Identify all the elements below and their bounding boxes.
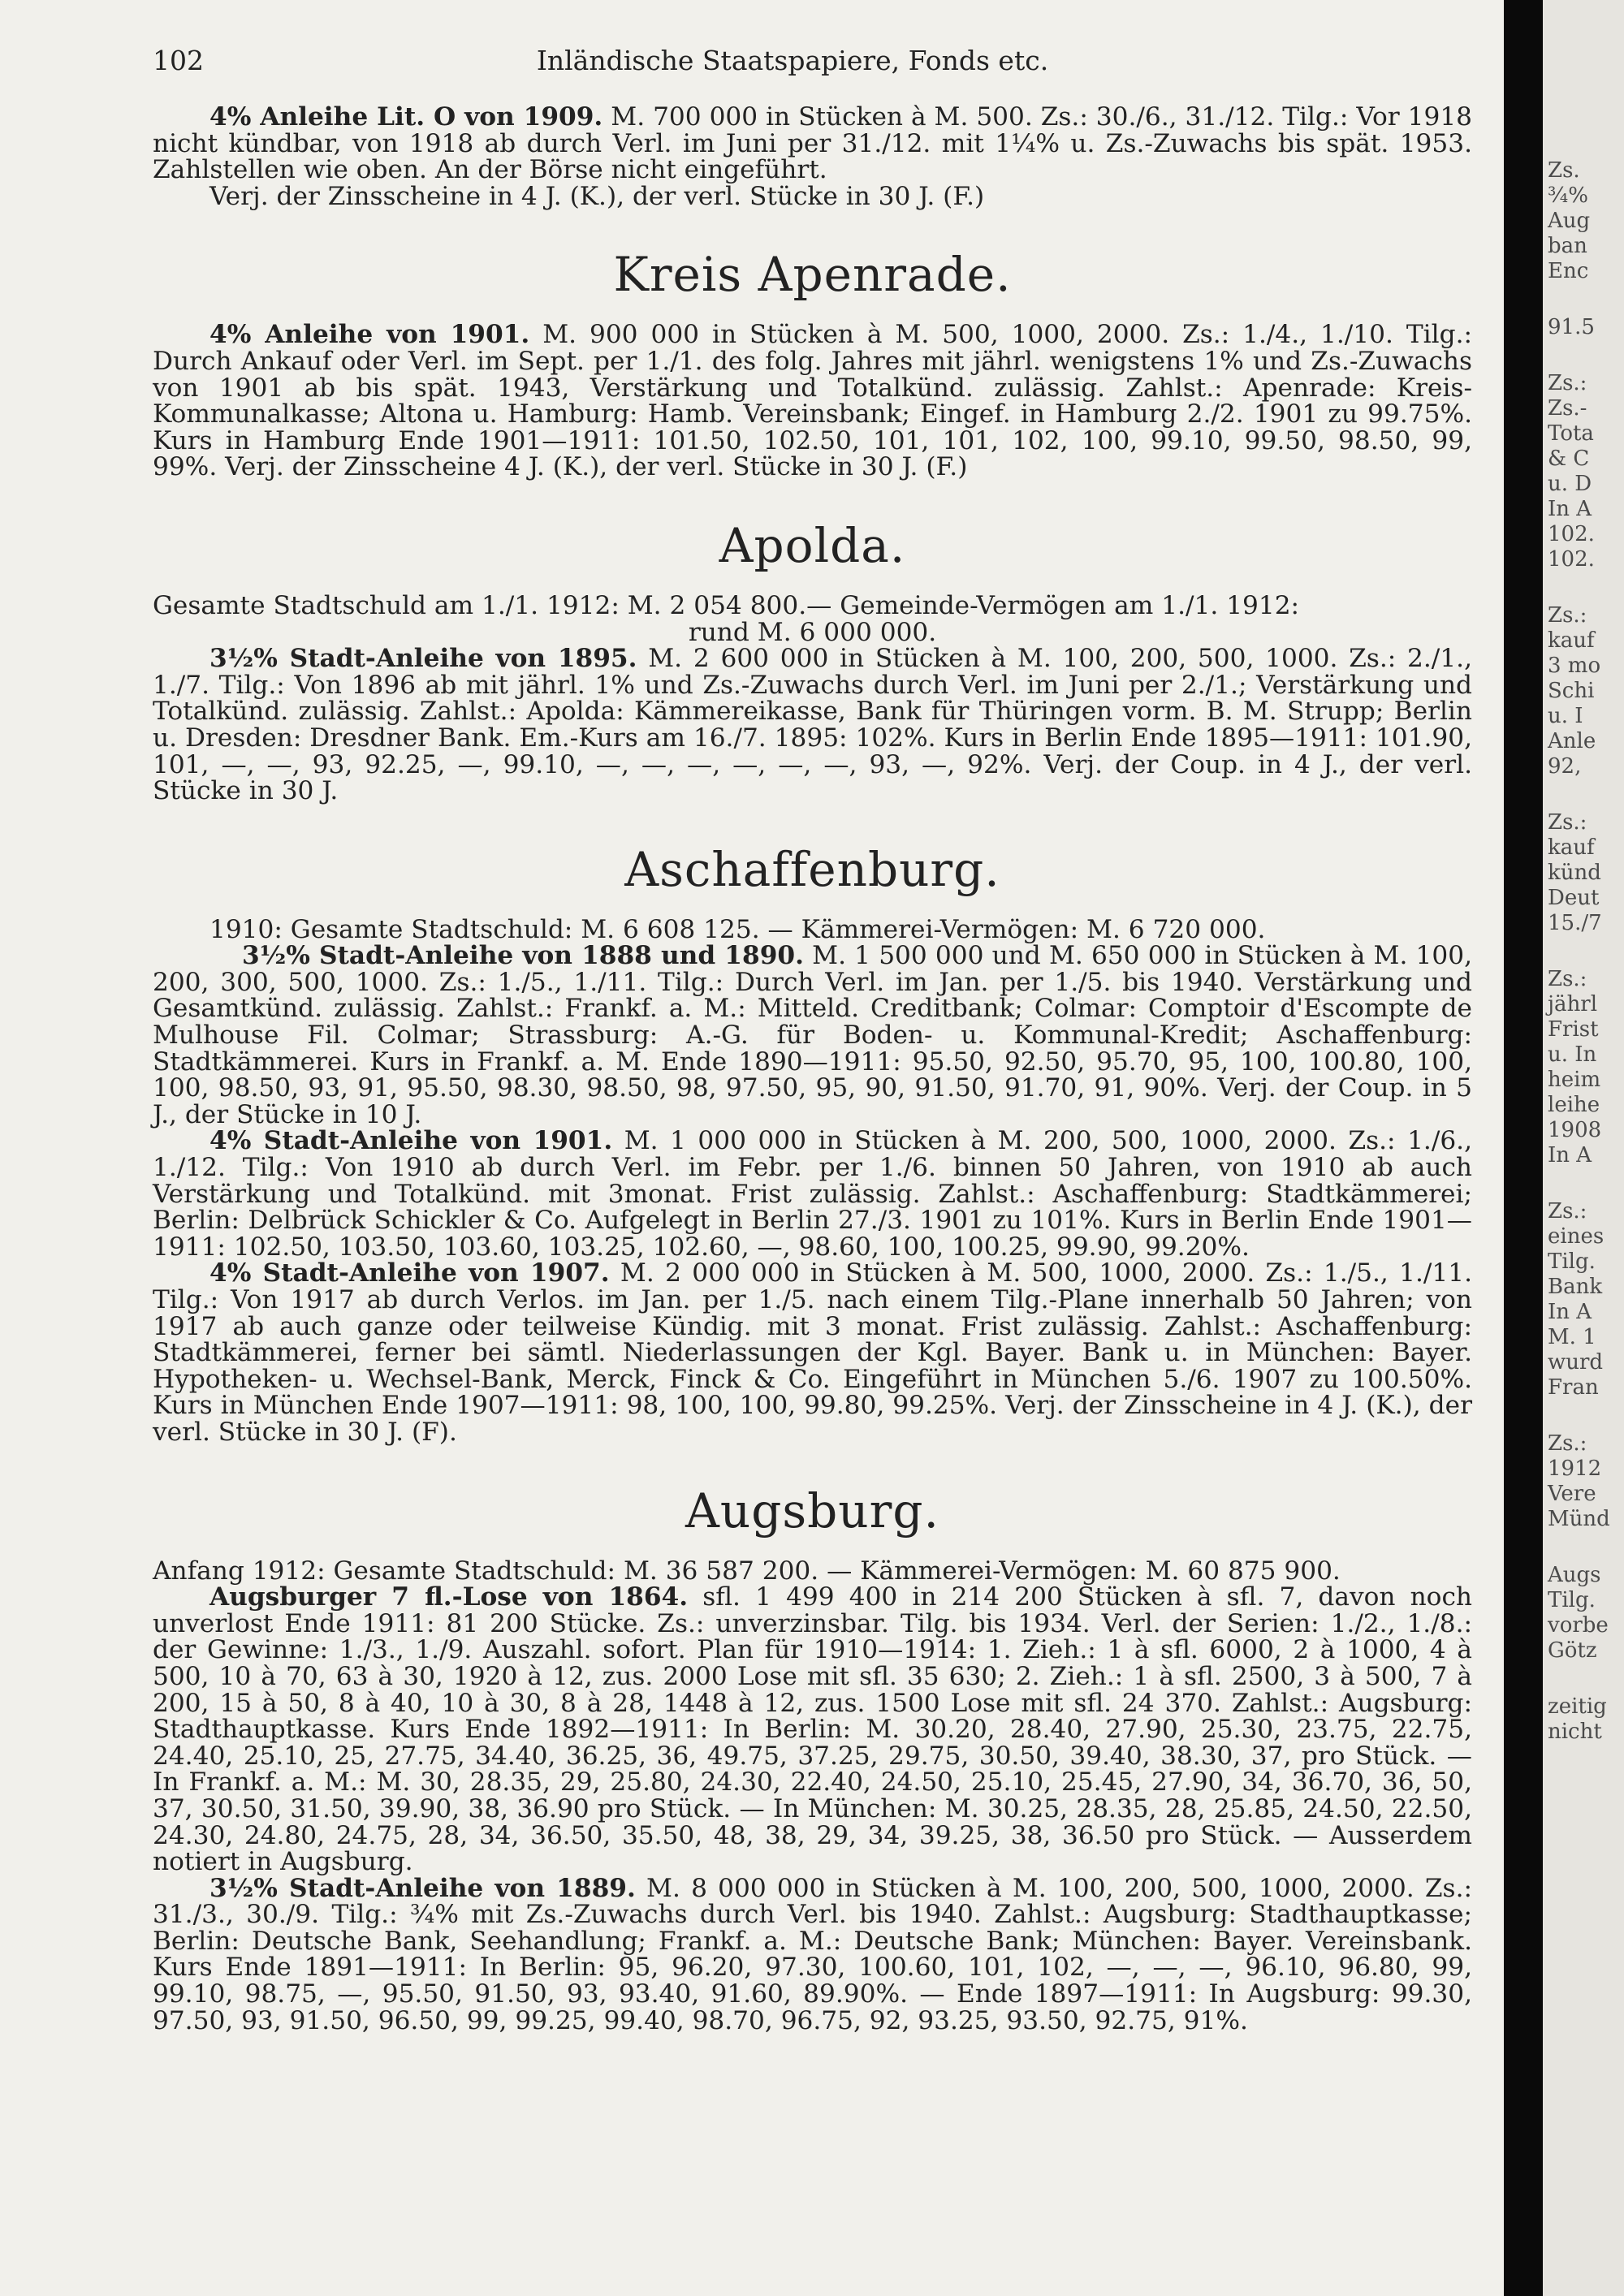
- edge-fragment: zeitig: [1548, 1694, 1607, 1719]
- running-title: Inländische Staatspapiere, Fonds etc.: [536, 45, 1049, 76]
- entry-text: M. 2 600 000 in Stücken à M. 100, 200, 500, 1000. Zs.: 2./1., 1./7. Tilg.: Von 1896 ab mit jährl. 1% und Zs.-Zuwachs durch Verl. im Juni per 2./1.; Verstärkung und Totalkünd. zulässig. Zahlst.: Apolda: Kämmereikasse, Bank für Thüringen vorm. B. M. Strupp; Berlin u. Dresden: Dresdner Bank. Em.-Kurs am 16./7. 1895: 102%. Kurs in Berlin Ende 1895—1911: 101.90, 101, —, —, 93, 92.25, —, 99.10, —, —, —, —, —, —, 93, —, 92%. Verj. der Coup. in 4 J., der verl. Stücke in 30 J.: [153, 644, 1472, 806]
- edge-fragment: Zs.: [1548, 158, 1580, 183]
- entry-text: M. 900 000 in Stücken à M. 500, 1000, 2000. Zs.: 1./4., 1./10. Tilg.: Durch Ankauf oder Verl. im Sept. per 1./1. des folg. Jahres mit jährl. wenigstens 1% und Zs.-Zuwachs von 1901 ab bis spät. 1943, Verstärkung und Totalkünd. zulässig. Zahlst.: Apenrade: Kreis-Kommunalkasse; Altona u. Hamburg: Hamb. Vereinsbank; Eingef. in Hamburg 2./2. 1901 zu 99.75%. Kurs in Hamburg Ende 1901—1911: 101.50, 102.50, 101, 101, 102, 100, 99.10, 99.50, 98.50, 99, 99%. Verj. der Zinsscheine 4 J. (K.), der verl. Stücke in 30 J. (F.): [153, 320, 1472, 482]
- edge-fragment: & C: [1548, 447, 1590, 471]
- edge-fragment: In A: [1548, 1300, 1592, 1324]
- section-title: Apolda.: [719, 517, 906, 573]
- edge-fragment: kauf: [1548, 835, 1595, 860]
- entry-heading: 4% Stadt-Anleihe von 1901.: [209, 1126, 613, 1156]
- edge-fragment: eines: [1548, 1224, 1605, 1249]
- edge-fragment: 3 mo: [1548, 654, 1601, 678]
- entry-heading: 4% Anleihe von 1901.: [209, 320, 530, 350]
- adjacent-page-edge: [1543, 0, 1624, 2296]
- edge-fragment: ¾%: [1548, 183, 1588, 208]
- entry-paragraph: [153, 914, 1472, 944]
- page-number: 102: [153, 45, 204, 76]
- entry-heading: 3½% Stadt-Anleihe von 1895.: [209, 644, 637, 674]
- edge-fragment: Augs: [1548, 1563, 1601, 1587]
- entry-text: Verj. der Zinsscheine in 4 J. (K.), der verl. Stücke in 30 J. (F.): [209, 181, 985, 211]
- edge-fragment: Enc: [1548, 259, 1589, 283]
- section-title: Augsburg.: [685, 1482, 939, 1539]
- edge-fragment: Tota: [1548, 421, 1594, 446]
- edge-fragment: Tilg.: [1548, 1249, 1596, 1274]
- entry-paragraph: [153, 590, 1472, 620]
- entry-paragraph: [153, 322, 1472, 481]
- edge-fragment: Tilg.: [1548, 1588, 1596, 1612]
- edge-fragment: Münd: [1548, 1507, 1610, 1531]
- book-gutter: [1504, 0, 1543, 2296]
- edge-fragment: 1912: [1548, 1457, 1602, 1481]
- entry-paragraph: [153, 1584, 1472, 1875]
- edge-fragment: Zs.:: [1548, 810, 1587, 835]
- edge-fragment: Zs.:: [1548, 967, 1587, 991]
- entry-paragraph: [153, 1128, 1472, 1260]
- edge-fragment: ban: [1548, 234, 1587, 258]
- entry-heading: Augsburger 7 fl.-Lose von 1864.: [209, 1582, 689, 1612]
- centered-line: rund M. 6 000 000.: [688, 617, 937, 647]
- edge-fragment: Zs.:: [1548, 1431, 1587, 1456]
- edge-fragment: Aug: [1548, 209, 1591, 233]
- page-header: [153, 45, 1432, 77]
- entry-paragraph: [153, 645, 1472, 805]
- edge-fragment: In A: [1548, 1143, 1592, 1167]
- entry-heading: 3½% Stadt-Anleihe von 1889.: [209, 1873, 636, 1903]
- edge-fragment: 1908: [1548, 1118, 1602, 1142]
- edge-fragment: 91.5: [1548, 315, 1595, 339]
- section-title: Aschaffenburg.: [624, 841, 1000, 897]
- entry-text: sfl. 1 499 400 in 214 200 Stücken à sfl. 7, davon noch unverlost Ende 1911: 81 200 Stücke. Zs.: unverzinsbar. Tilg. bis 1934. Verl. der Serien: 1./2., 1./8.: der Gewinne: 1./3., 1./9. Auszahl. sofort. Plan für 1910—1914: 1. Zieh.: 1 à sfl. 6000, 2 à 1000, 4 à 500, 10 à 70, 63 à 30, 1920 à 12, zus. 2000 Lose mit sfl. 35 630; 2. Zieh.: 1 à sfl. 2500, 3 à 500, 7 à 200, 15 à 50, 8 à 40, 10 à 30, 8 à 28, 1448 à 12, zus. 1500 Lose mit sfl. 24 370. Zahlst.: Augsburg: Stadthauptkasse. Kurs Ende 1892—1911: In Berlin: M. 30.20, 28.40, 27.90, 25.30, 23.75, 22.75, 24.40, 25.10, 25, 27.75, 34.40, 36.25, 36, 49.75, 37.25, 29.75, 30.50, 39.40, 38.30, 37, pro Stück. — In Frankf. a. M.: M. 30, 28.35, 29, 25.80, 24.30, 22.40, 24.50, 25.10, 25.45, 27.90, 34, 36.70, 36, 50, 37, 30.50, 31.50, 39.90, 38, 36.90 pro Stück. — In München: M. 30.25, 28.35, 28, 25.85, 24.50, 22.50, 24.30, 24.80, 24.75, 28, 34, 36.50, 35.50, 48, 38, 29, 34, 39.25, 38, 36.50 pro Stück. — Ausserdem notiert in Augsburg.: [153, 1582, 1472, 1877]
- edge-fragment: u. I: [1548, 704, 1583, 728]
- edge-fragment: 102.: [1548, 547, 1595, 572]
- edge-fragment: In A: [1548, 497, 1592, 521]
- section-title: Kreis Apenrade.: [613, 247, 1012, 303]
- entry-text: M. 700 000 in Stücken à M. 500. Zs.: 30./6., 31./12. Tilg.: Vor 1918 nicht kündbar, von 1918 ab durch Verl. im Juni per 31./12. mit 1¼% u. Zs.-Zuwachs bis spät. 1953. Zahlstellen wie oben. An der Börse nicht eingeführt.: [153, 102, 1473, 185]
- entry-text: M. 1 500 000 und M. 650 000 in Stücken à M. 100, 200, 300, 500, 1000. Zs.: 1./5., 1./11. Tilg.: Durch Verl. im Jan. per 1./5. bis 1940. Verstärkung und Gesamtkünd. zulässig. Zahlst.: Frankf. a. M.: Mitteld. Creditbank; Colmar: Comptoir d'Escompte de Mulhouse Fil. Colmar; Strassburg: A.-G. für Boden- u. Kommunal-Kredit; Aschaffenburg: Stadtkämmerei. Kurs in Frankf. a. M. Ende 1890—1911: 95.50, 92.50, 95.70, 95, 100, 100.80, 100, 100, 98.50, 93, 91, 95.50, 98.30, 98.50, 98, 97.50, 95, 90, 91.50, 91.70, 91, 90%. Verj. der Coup. in 5 J., der Stücke in 10 J.: [153, 941, 1472, 1129]
- edge-fragment: Götz: [1548, 1638, 1597, 1663]
- entry-text: Gesamte Stadtschuld am 1./1. 1912: M. 2 054 800.— Gemeinde-Vermögen am 1./1. 1912:: [153, 590, 1300, 620]
- edge-fragment: Fran: [1548, 1375, 1599, 1400]
- entry-paragraph: [153, 943, 1472, 1128]
- edge-fragment: Frist: [1548, 1017, 1599, 1042]
- entry-paragraph: [153, 1875, 1472, 2035]
- edge-fragment: Vere: [1548, 1482, 1596, 1506]
- edge-fragment: kauf: [1548, 628, 1595, 653]
- entry-paragraph: [153, 1558, 1472, 1585]
- edge-fragment: Zs.:: [1548, 371, 1587, 395]
- edge-fragment: M. 1: [1548, 1325, 1596, 1349]
- edge-fragment: Zs.:: [1548, 603, 1587, 628]
- edge-fragment: u. D: [1548, 472, 1592, 496]
- page-content: [153, 104, 1472, 2034]
- edge-fragment: Deut: [1548, 886, 1600, 910]
- entry-paragraph: [153, 183, 1472, 210]
- edge-fragment: Anle: [1548, 729, 1596, 753]
- entry-heading: 3½% Stadt-Anleihe von 1888 und 1890.: [242, 941, 804, 971]
- entry-paragraph: [153, 1260, 1472, 1445]
- edge-fragment: 15./7: [1548, 911, 1602, 935]
- entry-text: Anfang 1912: Gesamte Stadtschuld: M. 36 587 200. — Kämmerei-Vermögen: M. 60 875 900.: [153, 1556, 1341, 1586]
- edge-fragment: leihe: [1548, 1093, 1600, 1117]
- edge-fragment: heim: [1548, 1068, 1601, 1092]
- edge-fragment: jährl: [1548, 992, 1598, 1016]
- edge-fragment: u. In: [1548, 1042, 1597, 1067]
- edge-fragment: Zs.:: [1548, 1199, 1587, 1224]
- entry-text: 1910: Gesamte Stadtschuld: M. 6 608 125. — Kämmerei-Vermögen: M. 6 720 000.: [209, 914, 1266, 944]
- entry-heading: 4% Stadt-Anleihe von 1907.: [209, 1258, 610, 1288]
- edge-fragment: Schi: [1548, 679, 1595, 703]
- entry-text: M. 8 000 000 in Stücken à M. 100, 200, 500, 1000, 2000. Zs.: 31./3., 30./9. Tilg.: ¾% mit Zs.-Zuwachs durch Verl. bis 1940. Zahlst.: Augsburg: Stadthauptkasse; Berlin: Deutsche Bank, Seehandlung; Frankf. a. M.: Deutsche Bank; München: Bayer. Vereinsbank. Kurs Ende 1891—1911: In Berlin: 95, 96.20, 97.30, 100.60, 101, 102, —, —, —, 96.10, 96.80, 99, 99.10, 98.75, —, 95.50, 91.50, 93, 93.40, 91.60, 89.90%. — Ende 1897—1911: In Augsburg: 99.30, 97.50, 93, 91.50, 96.50, 99, 99.25, 99.40, 98.70, 96.75, 92, 93.25, 93.50, 92.75, 91%.: [153, 1873, 1472, 2035]
- entry-text: M. 2 000 000 in Stücken à M. 500, 1000, 2000. Zs.: 1./5., 1./11. Tilg.: Von 1917 ab durch Verlos. im Jan. per 1./5. nach einem Tilg.-Plane innerhalb 50 Jahren; von 1917 ab auch ganze oder teilweise Kündig. mit 3 monat. Frist zulässig. Zahlst.: Aschaffenburg: Stadtkämmerei, ferner bei sämtl. Niederlassungen der Kgl. Bayer. Bank u. in München: Bayer. Hypotheken- u. Wechsel-Bank, Merck, Finck & Co. Eingeführt in München 5./6. 1907 zu 100.50%. Kurs in München Ende 1907—1911: 98, 100, 100, 99.80, 99.25%. Verj. der Zinsscheine in 4 J. (K.), der verl. Stücke in 30 J. (F).: [153, 1258, 1473, 1447]
- edge-fragment: wurd: [1548, 1350, 1604, 1375]
- entry-text: M. 1 000 000 in Stücken à M. 200, 500, 1000, 2000. Zs.: 1./6., 1./12. Tilg.: Von 1910 ab durch Verl. im Febr. per 1./6. binnen 50 Jahren, von 1910 ab auch Verstärkung und Totalkünd. mit 3monat. Frist zulässig. Zahlst.: Aschaffenburg: Stadtkämmerei; Berlin: Delbrück Schickler & Co. Aufgelegt in Berlin 27./3. 1901 zu 101%. Kurs in Berlin Ende 1901—1911: 102.50, 103.50, 103.60, 103.25, 102.60, —, 98.60, 100, 100.25, 99.90, 99.20%.: [153, 1126, 1472, 1262]
- edge-fragment: künd: [1548, 861, 1601, 885]
- edge-fragment: 92,: [1548, 754, 1582, 779]
- entry-heading: 4% Anleihe Lit. O von 1909.: [209, 102, 603, 132]
- edge-fragment: nicht: [1548, 1720, 1602, 1744]
- edge-fragment: Bank: [1548, 1275, 1603, 1299]
- entry-paragraph: [153, 104, 1472, 183]
- edge-fragment: 102.: [1548, 522, 1595, 546]
- edge-fragment: vorbe: [1548, 1613, 1609, 1638]
- edge-fragment: Zs.-: [1548, 396, 1587, 421]
